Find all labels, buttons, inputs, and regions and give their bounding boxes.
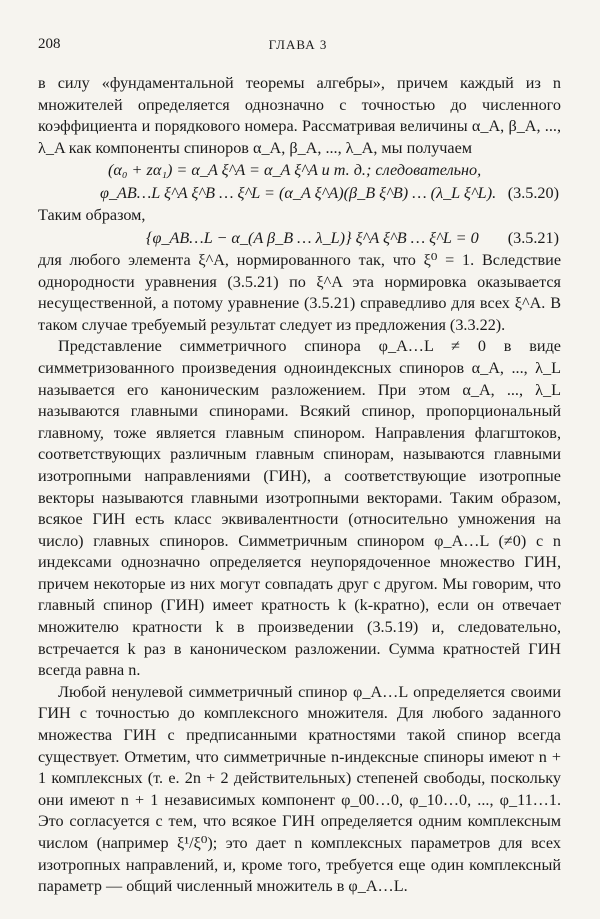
paragraph-3: Представление симметричного спинора φ_A…L ≠ 0 в виде симметризованного произведения одноиндексных спиноров α_A, ..., λ_L называется его каноническим разложением. При этом α_A, ..., λ_L называются главными спинорами. Всякий спинор, пропорциональный главному, тоже является главным спинором. Направления флагштоков, соответствующих различным главным спинорам, называются главными изотропными направлениями (ГИН), а соответствующие изотропные векторы называются главными изотропными векторами. Таким образом, всякое ГИН есть класс эквивалентности (относительно умножения на число) главных спиноров. Симметричным спинором φ_A…L (≠0) с n индексами однозначно определяется неупорядоченное множество ГИН, причем некоторые из них могут совпадать друг с другом. Мы говорим, что главный спинор (ГИН) имеет кратность k (k-кратно), если он отвечает множителю кратности k в произведении (3.5.19) и, следовательно, встречается k раз в каноническом разложении. Сумма кратностей ГИН всегда равна n. <box>38 337 561 680</box>
paragraph-2: для любого элемента ξ^A, нормированного так, что ξ⁰ = 1. Вследствие однородности уравнения (3.5.21) по ξ^A эта нормировка оказывается несущественной, а потому уравнение (3.5.21) справедливо для всех ξ^A. В таком случае требуемый результат следует из предложения (3.3.22). <box>38 250 561 334</box>
page-number: 208 <box>38 36 61 52</box>
equation-3-5-21 <box>38 227 561 250</box>
equation-number-3-5-20: (3.5.20) <box>507 184 559 203</box>
equation-3-5-20-first-line: (α₀ + zα₁) = α_A ξ^A = α_A ξ^A и т. д.; следовательно, <box>108 161 482 180</box>
equation-3-5-21-body: {φ_AB…L − α_(A β_B … λ_L)} ξ^A ξ^B … ξ^L = 0 <box>146 228 479 247</box>
equation-3-5-20-line2 <box>38 182 561 205</box>
chapter-title: ГЛАВА 3 <box>268 37 328 52</box>
paragraph-4: Любой ненулевой симметричный спинор φ_A…L определяется своими ГИН с точностью до комплексного множителя. Для любого заданного множества ГИН с предписанными кратностями такой спинор всегда существует. Отметим, что симметричные n-индексные спиноры имеют n + 1 комплексных (т. е. 2n + 2 действительных) степеней свободы, поскольку они имеют n + 1 независимых компонент φ_00…0, φ_10…0, ..., φ_11…1. Это согласуется с тем, что всякое ГИН определяется одним комплексным числом (например ξ¹/ξ⁰); это дает n комплексных параметров для всех изотропных направлений, и, кроме того, требуется еще один комплексный параметр — общий численный множитель в φ_A…L. <box>38 682 561 896</box>
paragraph-1: в силу «фундаментальной теоремы алгебры», причем каждый из n множителей определяется однозначно с точностью до численного коэффициента и порядкового номера. Рассматривая величины α_A, β_A, ..., λ_A как компоненты спиноров α_A, β_A, ..., λ_A, мы получаем <box>38 74 561 157</box>
transition-text: Таким образом, <box>38 206 146 225</box>
equation-3-5-20-line1 <box>38 159 561 182</box>
equation-3-5-20-second-line: φ_AB…L ξ^A ξ^B … ξ^L = (α_A ξ^A)(β_B ξ^B) … (λ_L ξ^L). <box>100 184 497 203</box>
equation-number-3-5-21: (3.5.21) <box>507 228 559 247</box>
page-body <box>38 73 561 898</box>
